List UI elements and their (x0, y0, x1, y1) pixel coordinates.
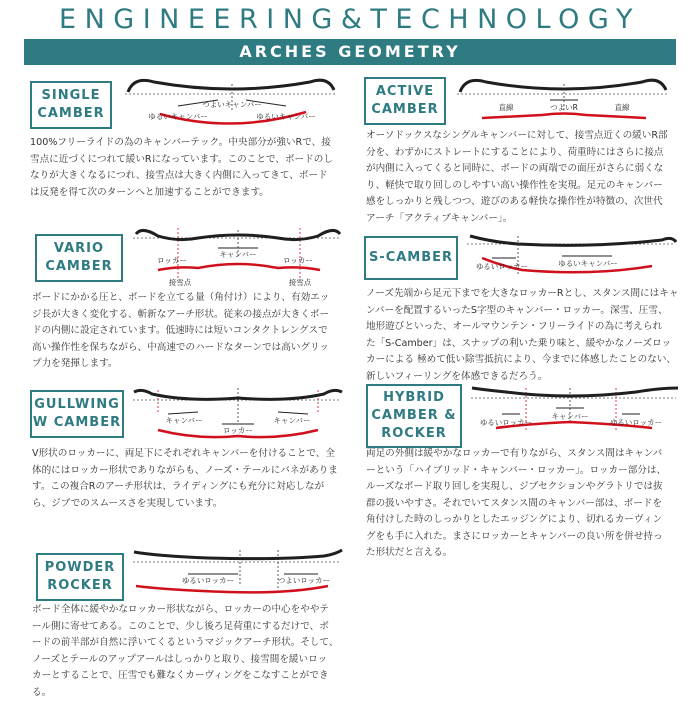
text-line: ルーズなボード取り回しを実現し、ジブセクションやグラトリでは抜 (366, 479, 682, 496)
label-line: ACTIVE (376, 83, 434, 101)
arrow-right (278, 412, 308, 414)
diagram-label: ロッカー (157, 256, 187, 265)
label-line: CAMBER & (371, 407, 456, 425)
s-camber-label (364, 236, 458, 280)
active-camber-label (364, 77, 446, 125)
vario-camber-label (35, 234, 123, 282)
text-line: ら、ジブでのスムースさを実現しています。 (32, 496, 354, 513)
text-line: オーソドックスなシングルキャンバーに対して、接雪点近くの緩いR部 (366, 128, 682, 145)
active-camber-description (366, 128, 682, 227)
diagram-label: キャンバー (274, 416, 311, 425)
text-line: グをも手に入れた。まさにロッカーとキャンバーの良い所を併せ持っ (366, 529, 682, 546)
diagram-label: ロッカー (223, 426, 253, 435)
text-line: ボード全体に緩やかなロッカー形状ながら、ロッカーの中心をややテ (32, 602, 350, 619)
label-line: W CAMBER (33, 414, 121, 432)
text-line: ボードにかかる圧と、ボードを立てる量（角付け）により、有効エッ (32, 290, 354, 307)
text-line: カーによる 極めて低い除雪抵抗により、今までに体感したことのない、 (366, 352, 682, 369)
diagram-label: ゆるいキャンバー (148, 112, 207, 121)
gullwing-camber-description (32, 446, 354, 512)
text-line: ーという「ハイブリッド・キャンバー・ロッカー」。ロッカー部分は、 (366, 463, 682, 480)
arrow-left (168, 412, 198, 414)
board-profile (134, 550, 342, 559)
label-line: ROCKER (381, 425, 447, 443)
text-line: 高い操作性を保ちながら、中高速でのハードなターンでは高いグリッ (32, 340, 354, 357)
text-line: 感をしっかりと残しつつ、遊びのある軽快な操作性が特徴の、次世代 (366, 194, 682, 211)
diagram-label: キャンバー (220, 250, 257, 259)
text-line: 体的にはロッカー形状でありながらも、ノーズ・テールにバネがありま (32, 463, 354, 480)
s-camber-diagram (462, 228, 682, 290)
single-camber-description (30, 135, 348, 201)
diagram-label: キャンバー (552, 412, 589, 421)
diagram-label: ゆるいキャンバー (256, 112, 315, 121)
label-line: S-CAMBER (369, 249, 453, 267)
text-line: ール側に寄せてある。このことで、少し後ろ足荷重にするだけで、ボ (32, 619, 350, 636)
text-line: 分を、わずかにストレートにすることにより、荷重時にはさらに接点 (366, 145, 682, 162)
vario-camber-diagram (128, 222, 348, 290)
single-camber-diagram (120, 72, 345, 134)
diagram-label: ゆるいロッカー (182, 576, 234, 585)
page-title: ENGINEERING&TECHNOLOGY (0, 4, 700, 35)
hybrid-camber-diagram (466, 378, 682, 444)
arch-line (482, 114, 646, 119)
diagram-label: ゆるいキャンバー (558, 259, 617, 268)
board-profile (134, 390, 342, 399)
label-line: CAMBER (37, 105, 104, 123)
diagram-label: 直線 (499, 102, 514, 112)
label-line: CAMBER (371, 101, 438, 119)
diagram-label: ゆるいロッカー (480, 418, 532, 427)
powder-rocker-diagram (128, 540, 348, 604)
text-line: り、軽快で取り回しのしやすい高い操作性を実現。足元のキャンバー (366, 178, 682, 195)
text-line: なりが大きくなるにつれ、接雪点は大きく内側に入ってきて、ボード (30, 168, 348, 185)
text-line: ジ長が大きく変化する、斬新なアーチ形状。従来の接点が大きくボー (32, 307, 354, 324)
text-line: 両足の外側は緩やかなロッカーで有りながら、スタンス間はキャンバ (366, 446, 682, 463)
text-line: ドの内側に設定されています。低速時には短いコンタクトレングスで (32, 323, 354, 340)
diagram-label: つよいロッカー (278, 576, 330, 585)
text-line: 角付けした時のしっかりとしたエッジングにより、切れるカーヴィン (366, 512, 682, 529)
diagram-label: キャンバー (166, 416, 203, 425)
hybrid-camber-label (366, 384, 462, 448)
label-line: HYBRID (383, 389, 445, 407)
text-line: る。 (32, 685, 350, 701)
section-banner: ARCHES GEOMETRY (24, 39, 676, 65)
vario-camber-description (32, 290, 354, 373)
diagram-label: ゆるいロッカー (610, 418, 662, 427)
label-line: ROCKER (47, 577, 113, 595)
text-line: ードの前半部が自然に浮いてくるというマジックアーチ形状。そして、 (32, 635, 350, 652)
diagram-label: 接雪点 (289, 277, 312, 287)
text-line: プ力を発揮します。 (32, 356, 354, 373)
board-profile (472, 388, 678, 396)
label-line: VARIO (54, 240, 104, 258)
text-line: は反発を得て次のターンへと加速することができます。 (30, 185, 348, 202)
text-line: アーチ「アクティブキャンバー」。 (366, 211, 682, 228)
hybrid-camber-description (366, 446, 682, 562)
label-line: CAMBER (45, 258, 112, 276)
text-line: が内側に入ってくると同時に、ボードの両端での面圧がさらに弱くな (366, 161, 682, 178)
diagram-label: ロッカー (283, 256, 313, 265)
diagram-label: つよいキャンバー (202, 100, 261, 109)
s-camber-description (366, 286, 682, 385)
text-line: V形状のロッカーに、両足下にそれぞれキャンバーを付けることで、全 (32, 446, 354, 463)
powder-rocker-label (36, 553, 124, 601)
text-line: 群の扱いやすさ。それでいてスタンス間のキャンバー部は、ボードを (366, 496, 682, 513)
label-line: SINGLE (42, 87, 101, 105)
gullwing-camber-label (30, 390, 124, 438)
active-camber-diagram (452, 72, 677, 134)
text-line: 地形遊びといった、オールマウンテン・フリーライドの為に考えられ (366, 319, 682, 336)
text-line: す。この複合Rのアーチ形状は、ライディングにも充分に対応しなが (32, 479, 354, 496)
text-line: カーとすることで、圧雪でも難なくカーヴィングをこなすことができ (32, 668, 350, 685)
text-line: ンバーを配置するいったS字型のキャンバー・ロッカー。深雪、圧雪、 (366, 303, 682, 320)
text-line: 新しいフィーリングを体感できるだろう。 (366, 369, 682, 386)
text-line: ノーズとテールのアップアールはしっかりと取り、接雪間を緩いロッ (32, 652, 350, 669)
powder-rocker-description (32, 602, 350, 701)
gullwing-camber-diagram (128, 380, 348, 446)
board-profile (460, 80, 666, 92)
label-line: POWDER (45, 559, 116, 577)
single-camber-label (30, 81, 112, 129)
text-line: た形状だと言える。 (366, 545, 682, 562)
arch-line (136, 586, 328, 592)
text-line: ノーズ先端から足元下までを大きなロッカーRとし、スタンス間にはキャ (366, 286, 682, 303)
diagram-label: 直線 (615, 102, 630, 112)
label-line: GULLWING (34, 396, 120, 414)
diagram-label: ゆるいロッカー (476, 262, 528, 271)
diagram-label: 接雪点 (169, 277, 192, 287)
text-line: た「S-Camber」は、スナップの利いた乗り味と、緩やかなノーズロッ (366, 336, 682, 353)
board-profile (128, 80, 334, 92)
diagram-label: つよいR (550, 103, 578, 112)
text-line: 雪点に近づくにつれて緩いRになっています。このことで、ボードのし (30, 152, 348, 169)
text-line: 100%フリーライドの為のキャンバーテック。中央部分が強いRで、接 (30, 135, 348, 152)
